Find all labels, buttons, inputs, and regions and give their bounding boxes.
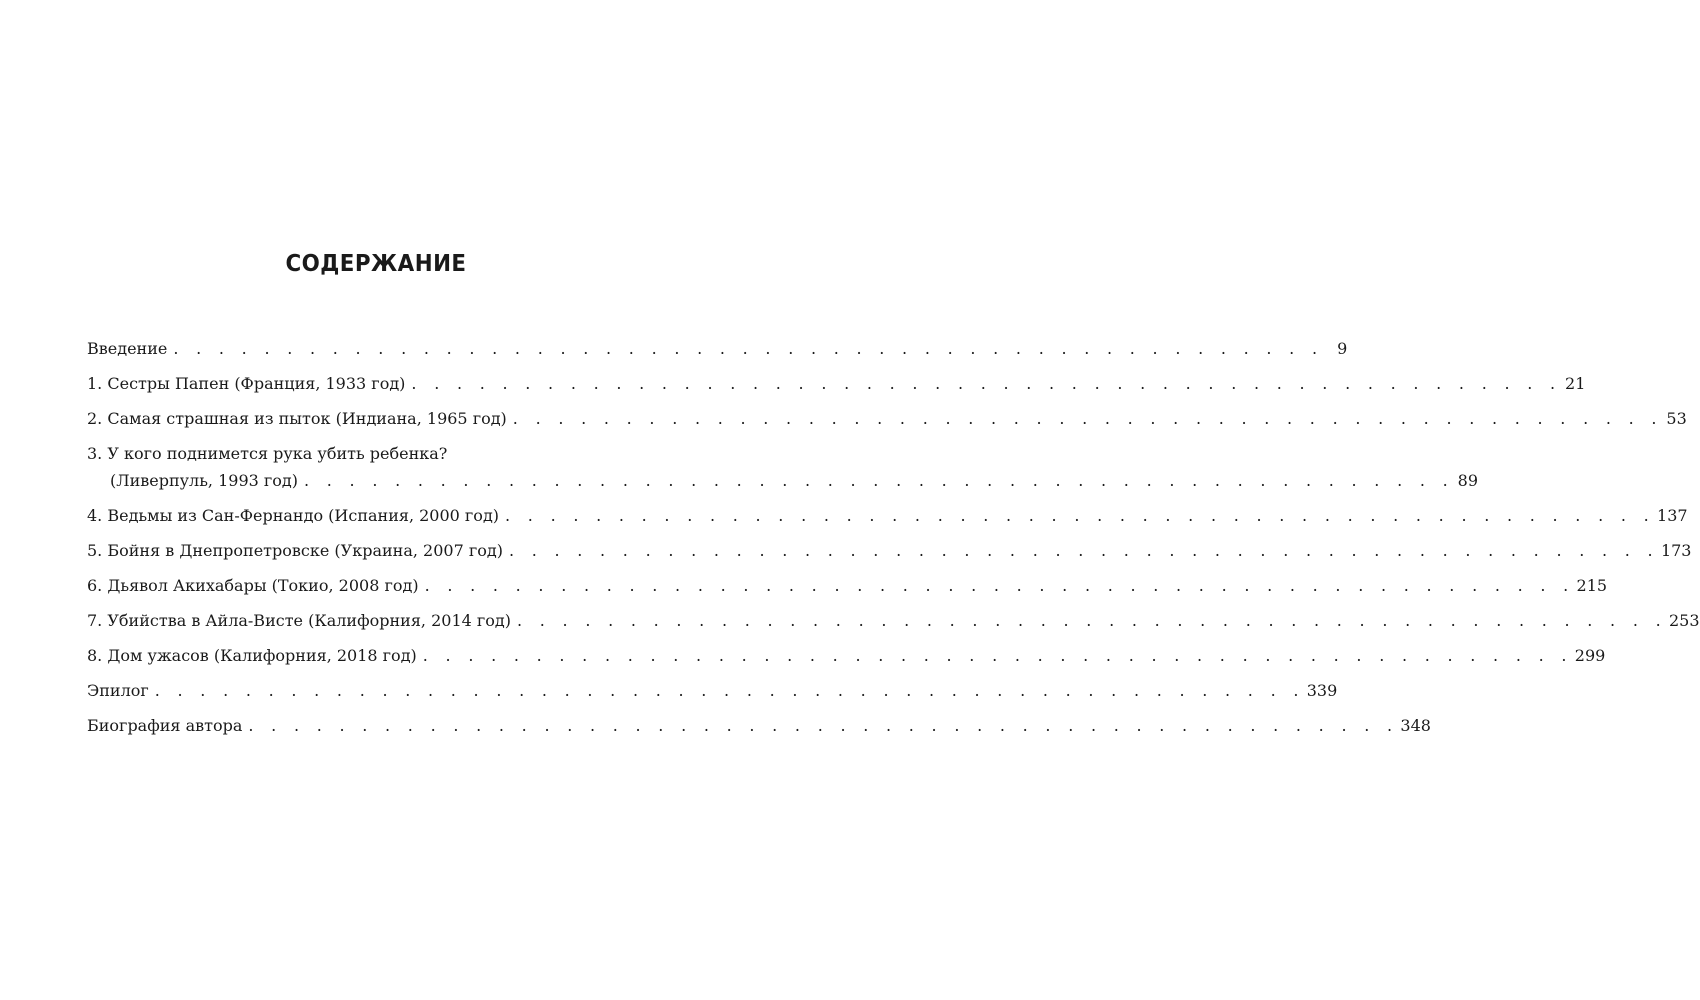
toc-entry-page: 21 xyxy=(1565,374,1586,393)
toc-entry-chapter-1 xyxy=(87,374,1586,394)
dot-leader: . . . . . . . . . . . . . . . . . . . . . . . . . . . . . . . . . . . . . . . . . . . . . . . . . . . xyxy=(154,681,1305,700)
toc-entry-title: 4. Ведьмы из Сан-Фернандо (Испания, 2000 год) xyxy=(87,506,500,525)
toc-entry-title: Эпилог xyxy=(87,681,149,700)
toc-entry-page: 299 xyxy=(1574,646,1606,665)
toc-entry-title: Биография автора xyxy=(87,716,243,735)
toc-entry-page: 253 xyxy=(1668,611,1700,630)
toc-entry-title: 1. Сестры Папен (Франция, 1933 год) xyxy=(87,374,406,393)
toc-entry-page: 339 xyxy=(1306,681,1338,700)
toc-entry-page: 9 xyxy=(1337,339,1348,358)
toc-entry-chapter-5 xyxy=(87,541,1692,561)
dot-leader: . . . . . . . . . . . . . . . . . . . . . . . . . . . . . . . . . . . . . . . . . . . . . . . . . . . xyxy=(304,471,1454,490)
dot-leader: . . . . . . . . . . . . . . . . . . . . . . . . . . . . . . . . . . . . . . . . . . . . . . . . . . . xyxy=(173,339,1324,358)
table-of-contents xyxy=(87,339,1700,751)
toc-entry-chapter-6 xyxy=(87,576,1608,596)
dot-leader: . . . . . . . . . . . . . . . . . . . . . . . . . . . . . . . . . . . . . . . . . . . . . . . . . . . xyxy=(505,506,1656,525)
toc-entry-author-biography xyxy=(87,716,1431,736)
toc-entry-page: 173 xyxy=(1660,541,1692,560)
toc-entry-chapter-8 xyxy=(87,646,1606,666)
dot-leader: . . . . . . . . . . . . . . . . . . . . . . . . . . . . . . . . . . . . . . . . . . . . . . . . . . . xyxy=(411,374,1562,393)
toc-entry-title: 5. Бойня в Днепропетровске (Украина, 2007 год) xyxy=(87,541,503,560)
toc-title: СОДЕРЖАНИЕ xyxy=(285,251,467,277)
dot-leader: . . . . . . . . . . . . . . . . . . . . . . . . . . . . . . . . . . . . . . . . . . . . . . . . . . . xyxy=(248,716,1399,735)
toc-entry-page: 53 xyxy=(1666,409,1687,428)
toc-entry-title: 3. У кого поднимется рука убить ребенка? xyxy=(87,444,448,463)
toc-entry-chapter-2 xyxy=(87,409,1687,429)
dot-leader: . . . . . . . . . . . . . . . . . . . . . . . . . . . . . . . . . . . . . . . . . . . . . . . . . . . xyxy=(517,611,1667,630)
toc-entry-page: 137 xyxy=(1657,506,1688,525)
toc-entry-title: 2. Самая страшная из пыток (Индиана, 1965 год) xyxy=(87,409,507,428)
toc-entry-title: 8. Дом ужасов (Калифорния, 2018 год) xyxy=(87,646,417,665)
dot-leader: . . . . . . . . . . . . . . . . . . . . . . . . . . . . . . . . . . . . . . . . . . . . . . . . . . . xyxy=(508,541,1659,560)
toc-entry-title: 6. Дьявол Акихабары (Токио, 2008 год) xyxy=(87,576,419,595)
dot-leader: . . . . . . . . . . . . . . . . . . . . . . . . . . . . . . . . . . . . . . . . . . . . . . . . . . . xyxy=(512,409,1663,428)
toc-entry-title: 7. Убийства в Айла-Висте (Калифорния, 2014 год) xyxy=(87,611,511,630)
toc-entry-chapter-3 xyxy=(87,444,1478,491)
toc-entry-page: 89 xyxy=(1457,471,1478,490)
toc-entry-title-continued: (Ливерпуль, 1993 год) xyxy=(110,471,299,490)
toc-entry-page: 348 xyxy=(1400,716,1431,735)
toc-entry-introduction xyxy=(87,339,1348,359)
toc-entry-title: Введение xyxy=(87,339,168,358)
toc-entry-epilogue xyxy=(87,681,1338,701)
dot-leader: . . . . . . . . . . . . . . . . . . . . . . . . . . . . . . . . . . . . . . . . . . . . . . . . . . . xyxy=(424,576,1575,595)
toc-entry-chapter-7 xyxy=(87,611,1700,631)
toc-entry-chapter-4 xyxy=(87,506,1688,526)
toc-entry-page: 215 xyxy=(1576,576,1608,595)
dot-leader: . . . . . . . . . . . . . . . . . . . . . . . . . . . . . . . . . . . . . . . . . . . . . . . . . . . xyxy=(422,646,1573,665)
